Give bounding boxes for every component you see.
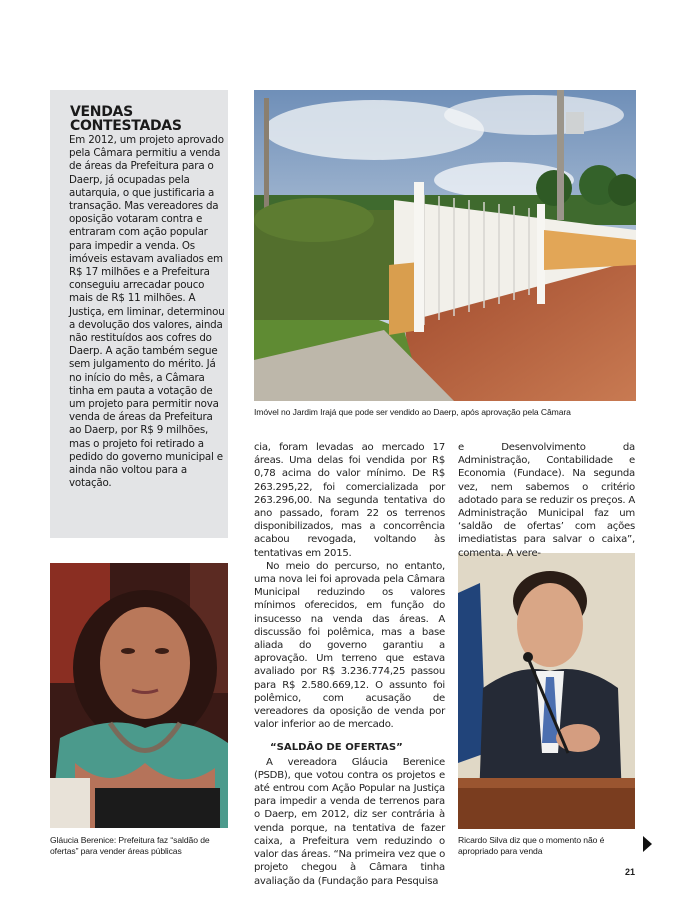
- article-subheading: “SALDÃO DE OFERTAS”: [270, 742, 403, 754]
- ricardo-photo: [458, 553, 635, 829]
- glaucia-photo: [50, 563, 228, 828]
- article-paragraph: cia, foram levadas ao mercado 17 áreas. Uma delas foi vendida por R$ 0,78 acima do valor mínimo. De R$ 263.295,22, foi comercializada por 263.296,00. Na segunda tentativa do ano passado, foram 22 os terrenos disponibilizados, mas a concorrência acabou revogada, voltando às tentativas em 2015.: [254, 442, 445, 559]
- ricardo-caption: Ricardo Silva diz que o momento não é apropriado para venda: [458, 835, 605, 856]
- page-number: 21: [625, 867, 636, 877]
- article-column-1: [254, 441, 445, 888]
- property-caption: Imóvel no Jardim Irajá que pode ser vendido ao Daerp, após aprovação pela Câmara: [254, 407, 571, 417]
- sidebar-box: [50, 90, 228, 538]
- sidebar-title: VENDAS CONTESTADAS: [70, 104, 182, 134]
- article-column-2: [458, 441, 635, 560]
- glaucia-caption: Gláucia Berenice: Prefeitura faz “saldão de ofertas” para vender áreas públicas: [50, 835, 210, 856]
- article-paragraph: e Desenvolvimento da Administração, Contabilidade e Economia (Fundace). Na segunda vez, nem sabemos o critério adotado para se reduzir os preços. A Administração Municipal faz um ‘saldão de ofertas’ com ações imediatistas para salvar o caixa”, comenta. A vere-: [458, 442, 635, 559]
- sidebar-body: Em 2012, um projeto aprovado pela Câmara permitiu a venda de áreas da Prefeitura para o Daerp, já ocupadas pela autarquia, o que justificaria a transação. Mas vereadores da oposição votaram contra e entraram com ação popular para impedir a venda. Os imóveis estavam avaliados em R$ 17 milhões e a Prefeitura conseguiu arrecadar pouco mais de R$ 11 milhões. A Justiça, em liminar, determinou a devolução dos valores, ainda não restituídos aos cofres do Daerp. A ação também segue sem julgamento do mérito. Já no início do mês, a Câmara tinha em pauta a votação de um projeto para permitir nova venda de áreas da Prefeitura ao Daerp, por R$ 9 milhões, mas o projeto foi retirado a pedido do governo municipal e ainda não voltou para a votação.: [69, 134, 225, 490]
- article-paragraph: A vereadora Gláucia Berenice (PSDB), que votou contra os projetos e até entrou com Ação Popular na Justiça para impedir a venda de terrenos para o Daerp, em 2012, diz ser contrária à venda porque, na tentativa de fazer caixa, a Prefeitura vem reduzindo o valor das áreas. “Na primeira vez que o projeto chegou à Câmara tinha avaliação da (Fundação para Pesquisa: [254, 756, 446, 887]
- next-page-arrow-icon[interactable]: [643, 836, 652, 852]
- article-paragraph: No meio do percurso, no entanto, uma nova lei foi aprovada pela Câmara Municipal reduzindo os valores mínimos oferecidos, em função do insucesso na venda das áreas. A discussão foi polêmica, mas a base aliada do governo garantiu a aprovação. Um terreno que estava avaliado por R$ 3.236.774,25 passou para R$ 2.580.669,12. O assunto foi polêmico, com acusação de vereadores da oposição de venda por valor inferior ao de mercado.: [254, 560, 445, 731]
- property-photo: [254, 90, 636, 401]
